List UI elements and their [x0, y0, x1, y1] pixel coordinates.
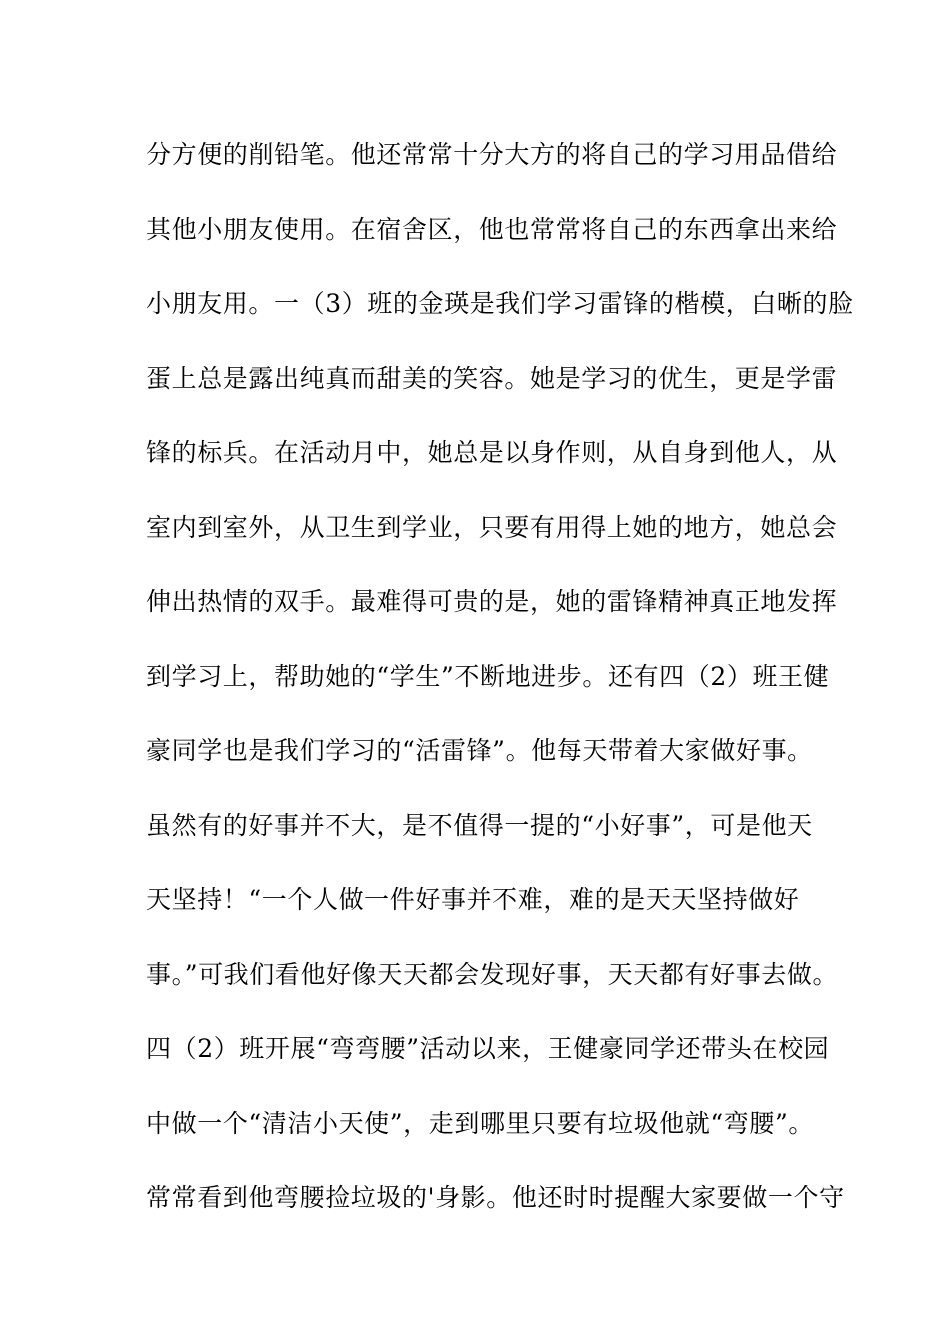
- text-line: 到学习上，帮助她的“学生”不断地进步。还有四（2）班王健: [146, 661, 830, 691]
- text-line: 中做一个“清洁小天使”，走到哪里只要有垃圾他就“弯腰”。: [146, 1108, 814, 1138]
- text-line: 虽然有的好事并不大，是不值得一提的“小好事”，可是他天: [146, 810, 813, 840]
- text-line: 常常看到他弯腰捡垃圾的'身影。他还时时提醒大家要做一个守: [146, 1183, 845, 1212]
- text-line: 分方便的削铅笔。他还常常十分大方的将自己的学习用品借给: [146, 140, 838, 169]
- text-line: 天坚持！“一个人做一件好事并不难，难的是天天坚持做好: [146, 885, 800, 914]
- text-line: 四（2）班开展“弯弯腰”活动以来，王健豪同学还带头在校园: [146, 1034, 830, 1063]
- text-line: 蛋上总是露出纯真而甜美的笑容。她是学习的优生，更是学雷: [146, 363, 838, 393]
- text-line: 小朋友用。一（3）班的金瑛是我们学习雷锋的楷模，白晰的脸: [146, 289, 854, 318]
- text-line: 事。”可我们看他好像天天都会发现好事，天天都有好事去做。: [146, 959, 839, 989]
- text-line: 锋的标兵。在活动月中，她总是以身作则，从自身到他人，从: [146, 438, 838, 467]
- text-line: 其他小朋友使用。在宿舍区，他也常常将自己的东西拿出来给: [146, 214, 838, 244]
- text-line: 伸出热情的双手。最难得可贵的是，她的雷锋精神真正地发挥: [146, 587, 838, 616]
- body-text: [146, 133, 854, 1251]
- text-line: 豪同学也是我们学习的“活雷锋”。他每天带着大家做好事。: [146, 736, 813, 765]
- text-line: 室内到室外，从卫生到学业，只要有用得上她的地方，她总会: [146, 512, 838, 542]
